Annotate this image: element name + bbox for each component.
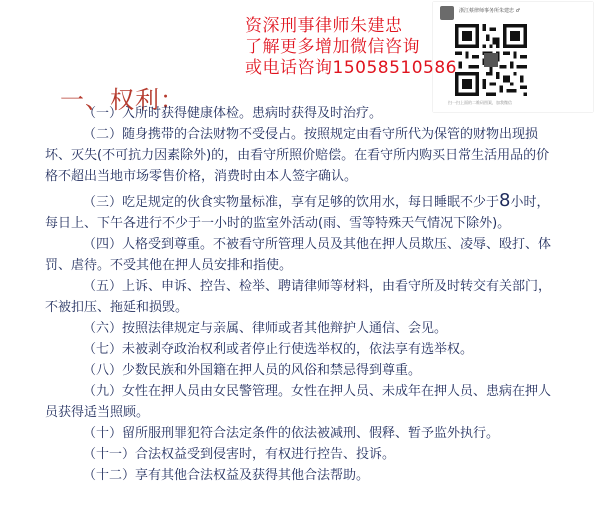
list-item	[45, 444, 560, 465]
hours-number: 8	[499, 190, 511, 211]
ad-line-2: 了解更多增加微信咨询	[245, 37, 420, 57]
qr-code-icon[interactable]	[455, 24, 527, 96]
item-text: （八）少数民族和外国籍在押人员的风俗和禁忌得到尊重。	[83, 363, 422, 378]
ad-line-3: 或电话咨询15058510586	[245, 58, 457, 78]
list-item	[45, 381, 560, 423]
item-continuation: 员获得适当照顾。	[45, 405, 150, 420]
list-item	[45, 234, 560, 276]
ad-line-1: 资深刑事律师朱建忠	[245, 16, 403, 36]
item-text: （十二）享有其他合法权益及获得其他合法帮助。	[83, 468, 370, 483]
item-text: （六）按照法律规定与亲属、律师或者其他辩护人通信、会见。	[83, 321, 448, 336]
qr-caption: 扫一扫上面的二维码图案，加我微信	[448, 100, 512, 105]
section-heading: 一、权利：	[60, 86, 185, 114]
item-continuation: 坏、灭失(不可抗力因素除外)的，由看守所照价赔偿。在看守所内购买日常生活用品的价格不超出当地市场零售价格，消费时由本人签字确认。	[45, 148, 550, 184]
rights-list	[45, 103, 560, 486]
item-text: （五）上诉、申诉、控告、检举、聘请律师等材料，由看守所及时转交有关部门，	[83, 279, 552, 294]
item-text-part: （三）吃足规定的伙食实物量标准，享有足够的饮用水，每日睡眠不少于	[83, 195, 500, 210]
list-item	[45, 318, 560, 339]
list-item	[45, 276, 560, 318]
item-text-part: 小时，	[510, 195, 550, 210]
item-text: （四）人格受到尊重。不被看守所管理人员及其他在押人员欺压、凌辱、殴打、体	[83, 237, 552, 252]
qr-contact-name: 浙江蔡律师事务所朱建忠 ♂	[459, 8, 521, 14]
list-item	[45, 103, 560, 124]
item-continuation: 罚、虐待。不受其他在押人员安排和指使。	[45, 258, 293, 273]
item-text: （十一）合法权益受到侵害时，有权进行控告、投诉。	[83, 447, 396, 462]
item-continuation: 每日上、下午各进行不少于一小时的监室外活动(雨、雪等特殊天气情况下除外)。	[45, 216, 511, 231]
wechat-qr-card[interactable]	[433, 2, 593, 112]
item-text	[45, 190, 560, 213]
list-item	[45, 339, 560, 360]
item-text: （一）入所时获得健康体检。患病时获得及时治疗。	[83, 106, 383, 121]
list-item	[45, 423, 560, 444]
item-text: （十）留所服刑罪犯符合法定条件的依法被减刑、假释、暂予监外执行。	[83, 426, 500, 441]
item-continuation: 不被扣压、拖延和损毁。	[45, 300, 189, 315]
list-item	[45, 360, 560, 381]
list-item	[45, 190, 560, 234]
item-text: （二）随身携带的合法财物不受侵占。按照规定由看守所代为保管的财物出现损	[83, 127, 539, 142]
list-item	[45, 124, 560, 187]
list-item	[45, 465, 560, 486]
item-text: （九）女性在押人员由女民警管理。女性在押人员、未成年在押人员、患病在押人	[83, 384, 552, 399]
item-text: （七）未被剥夺政治权利或者停止行使选举权的，依法享有选举权。	[83, 342, 474, 357]
lawyer-ad	[245, 16, 457, 79]
